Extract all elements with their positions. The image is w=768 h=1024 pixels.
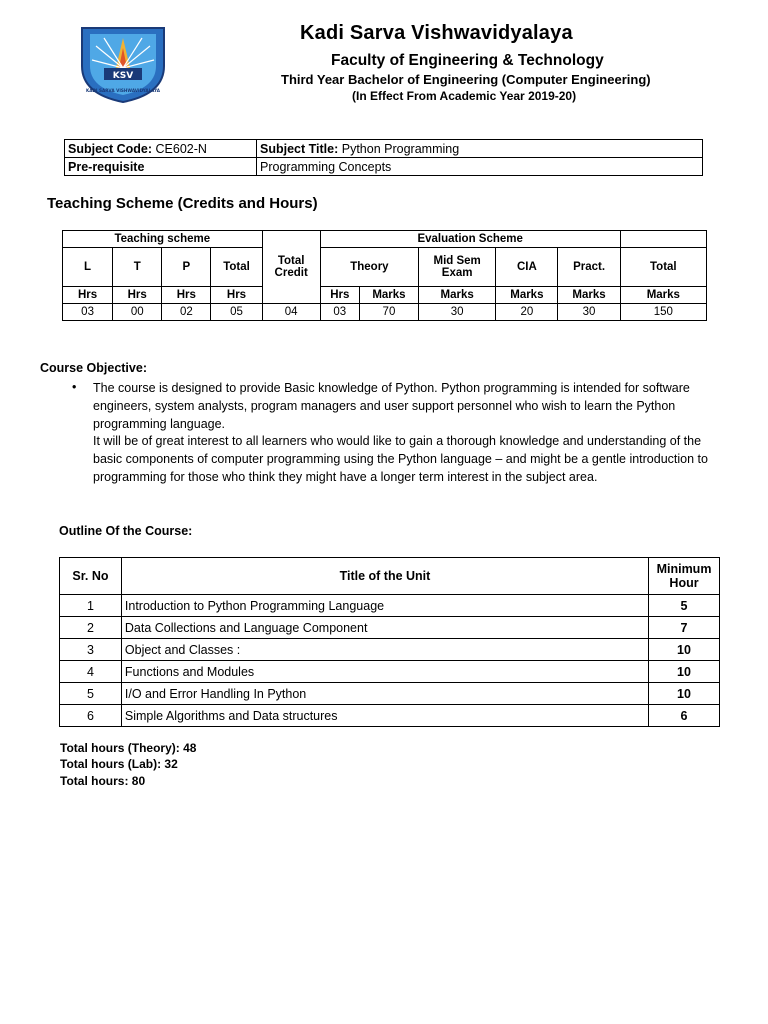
outline-col-title: Title of the Unit [121, 558, 648, 595]
teaching-scheme-table [62, 230, 707, 321]
outline-col-hours: Minimum Hour [649, 558, 720, 595]
col-cia: CIA [496, 248, 558, 287]
program-name: Third Year Bachelor of Engineering (Computer Engineering) [281, 72, 651, 87]
unit-hrs: Hrs [162, 287, 211, 304]
row-title: Functions and Modules [121, 661, 648, 683]
subject-title-value: Python Programming [341, 141, 460, 156]
row-sr: 2 [60, 617, 122, 639]
row-title: Introduction to Python Programming Language [121, 595, 648, 617]
faculty-name: Faculty of Engineering & Technology [331, 52, 604, 69]
unit-hrs: Hrs [211, 287, 262, 304]
row-title: Simple Algorithms and Data structures [121, 705, 648, 727]
unit-marks: Marks [558, 287, 620, 304]
unit-hrs: Hrs [320, 287, 359, 304]
unit-marks: Marks [359, 287, 418, 304]
col-pract: Pract. [558, 248, 620, 287]
table-row [60, 683, 720, 705]
col-midsem: Mid Sem Exam [419, 248, 496, 287]
total-hours-lab: Total hours (Lab): 32 [60, 757, 178, 771]
course-objective-text [93, 380, 733, 487]
subject-table [64, 139, 703, 176]
row-sr: 4 [60, 661, 122, 683]
col-theory: Theory [320, 248, 418, 287]
objective-paragraph-2: It will be of great interest to all learners who would like to gain a thorough knowledge and understanding of the basic components of computer programming using the Python language – and might be a gentle introduction to programming for those who think they might have a longer term interest in the subject area. [93, 434, 708, 484]
row-title: Data Collections and Language Component [121, 617, 648, 639]
total-hours-theory: Total hours (Theory): 48 [60, 741, 197, 755]
table-row [60, 705, 720, 727]
value-theory-hrs: 03 [320, 304, 359, 321]
objective-paragraph-1: The course is designed to provide Basic knowledge of Python. Python programming is intended for software engineers, system analysts, program managers and user support personnel who wish to learn the Python programming language. [93, 381, 690, 431]
university-logo [74, 22, 172, 104]
subject-code-value: CE602-N [155, 141, 207, 156]
outline-col-sr: Sr. No [60, 558, 122, 595]
unit-hrs: Hrs [63, 287, 113, 304]
row-hours: 10 [649, 639, 720, 661]
table-row [60, 617, 720, 639]
row-sr: 3 [60, 639, 122, 661]
table-row [60, 595, 720, 617]
total-hours: Total hours: 80 [60, 774, 146, 788]
bullet-icon: • [72, 380, 77, 394]
unit-marks: Marks [620, 287, 706, 304]
outline-table [59, 557, 720, 727]
subject-title-cell [257, 140, 703, 158]
row-hours: 7 [649, 617, 720, 639]
total-credit-header: Total Credit [262, 231, 320, 304]
row-hours: 6 [649, 705, 720, 727]
university-name: Kadi Sarva Vishwavidyalaya [300, 22, 573, 44]
col-eval-total: Total [620, 248, 706, 287]
teaching-scheme-header: Teaching scheme [63, 231, 263, 248]
outline-heading: Outline Of the Course: [59, 524, 193, 538]
logo-initials: KSV [112, 71, 134, 81]
course-objective-heading: Course Objective: [40, 361, 147, 375]
value-midsem: 30 [419, 304, 496, 321]
row-title: Object and Classes : [121, 639, 648, 661]
row-sr: 1 [60, 595, 122, 617]
col-p: P [162, 248, 211, 287]
row-sr: 5 [60, 683, 122, 705]
teaching-scheme-heading: Teaching Scheme (Credits and Hours) [47, 195, 318, 212]
value-theory-marks: 70 [359, 304, 418, 321]
unit-hrs: Hrs [113, 287, 162, 304]
value-t: 00 [113, 304, 162, 321]
value-p: 02 [162, 304, 211, 321]
subject-code-cell [65, 140, 257, 158]
evaluation-scheme-header: Evaluation Scheme [320, 231, 620, 248]
evaluation-blank-cell [620, 231, 706, 248]
row-hours: 5 [649, 595, 720, 617]
table-row [60, 639, 720, 661]
table-row [60, 661, 720, 683]
value-total-hrs: 05 [211, 304, 262, 321]
subject-code-label: Subject Code: [68, 141, 153, 156]
logo-ring-text: KADI SARVA VISHWAVIDYALAYA [85, 88, 161, 93]
prereq-value: Programming Concepts [257, 158, 703, 176]
value-total-marks: 150 [620, 304, 706, 321]
prereq-label: Pre-requisite [65, 158, 257, 176]
col-l: L [63, 248, 113, 287]
unit-marks: Marks [419, 287, 496, 304]
effective-year: (In Effect From Academic Year 2019-20) [352, 89, 577, 103]
col-t: T [113, 248, 162, 287]
row-hours: 10 [649, 661, 720, 683]
unit-marks: Marks [496, 287, 558, 304]
value-pract: 30 [558, 304, 620, 321]
row-sr: 6 [60, 705, 122, 727]
row-hours: 10 [649, 683, 720, 705]
row-title: I/O and Error Handling In Python [121, 683, 648, 705]
value-l: 03 [63, 304, 113, 321]
value-credit: 04 [262, 304, 320, 321]
col-total: Total [211, 248, 262, 287]
value-cia: 20 [496, 304, 558, 321]
subject-title-label: Subject Title: [260, 141, 339, 156]
